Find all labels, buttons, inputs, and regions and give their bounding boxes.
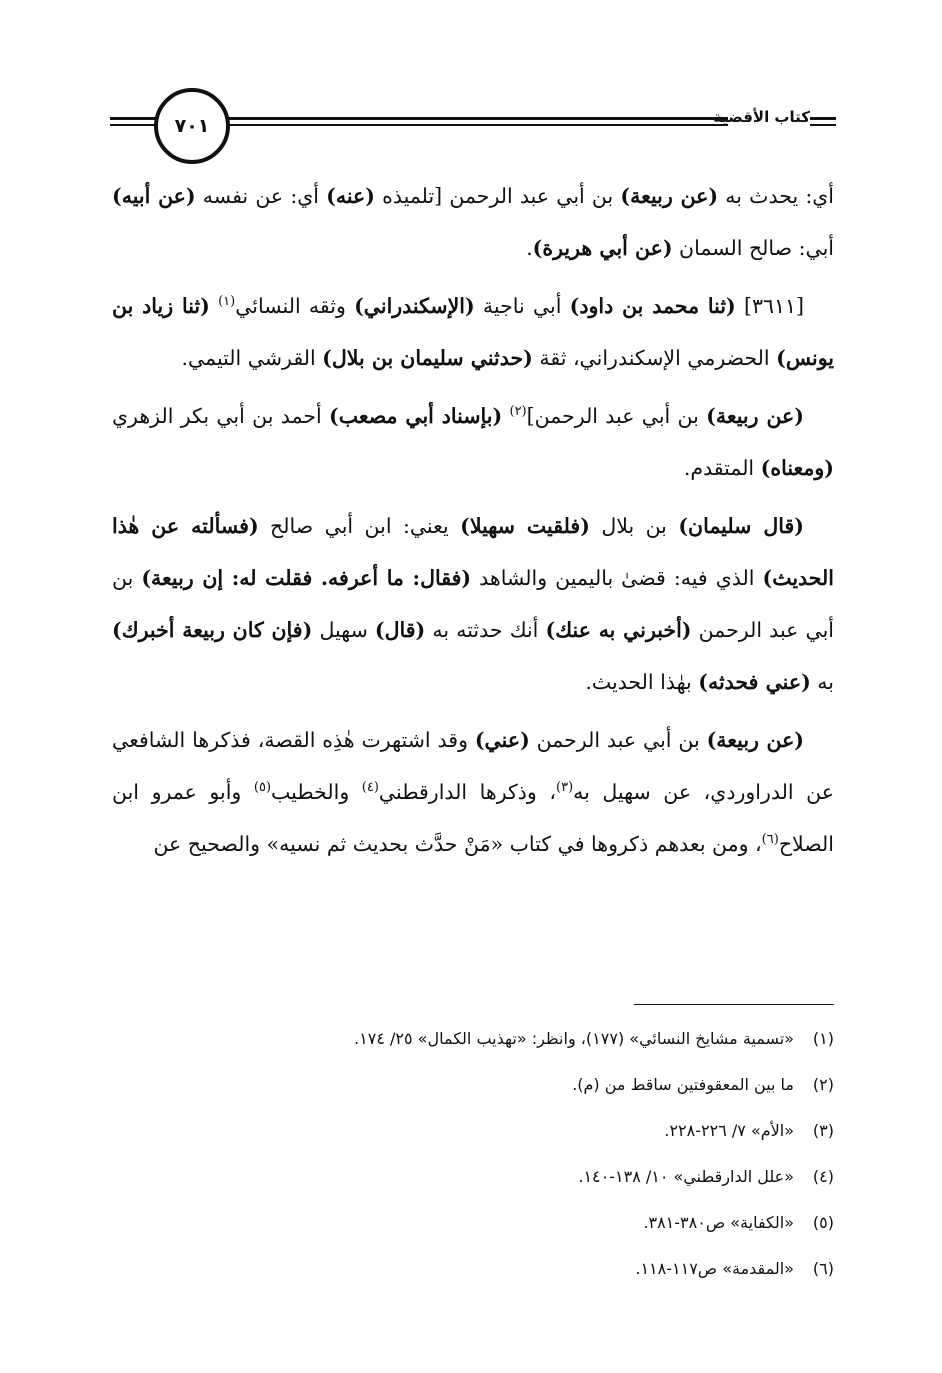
text-run: ، ومن بعدهم ذكروها في كتاب «مَنْ حدَّث بحديث ثم نسيه» والصحيح عن (153, 832, 762, 856)
bold-phrase: (قال) (374, 618, 426, 642)
bold-phrase: (عن ربيعة) (620, 184, 719, 208)
main-text (112, 170, 834, 876)
bold-phrase: (قال سليمان) (678, 514, 804, 538)
footnote-number: (٤) (812, 1167, 834, 1186)
footnote (112, 1108, 834, 1154)
text-run: [٣٦١١] (735, 294, 805, 318)
footnote-text: «تسمية مشايخ النسائي» (١٧٧)، وانظر: «تهذيب الكمال» ٢٥/ ١٧٤. (354, 1029, 794, 1048)
page-number: ٧٠١ (154, 88, 230, 164)
text-run: أبي ناجية (474, 294, 570, 318)
text-run: وثقه النسائي (235, 294, 355, 318)
footnote-text: «الكفاية» ص٣٨٠-٣٨١. (643, 1213, 794, 1232)
bold-phrase: (عن أبي هريرة) (532, 236, 673, 260)
footnote-marker[interactable]: (٤) (361, 780, 379, 796)
text-run: يعني: ابن أبي صالح (258, 514, 461, 538)
bold-phrase: (ومعناه) (760, 456, 834, 480)
footnote (112, 1062, 834, 1108)
bold-phrase: (فلقيت سهيلا) (460, 514, 590, 538)
text-run: بن أبي عبد الرحمن (112, 566, 834, 642)
bold-phrase: (عن ربيعة) (706, 404, 804, 428)
bold-phrase: (عني) (474, 728, 530, 752)
header-rule (218, 124, 728, 126)
footnote-marker[interactable]: (٦) (761, 832, 779, 848)
text-run: الذي فيه: قضىٰ باليمين والشاهد (471, 566, 763, 590)
footnote-text: ما بين المعقوفتين ساقط من (م). (572, 1075, 794, 1094)
text-run: به (810, 670, 834, 694)
bold-phrase: (عن أبيه) (112, 184, 196, 208)
paragraph (112, 714, 834, 870)
text-run: بن بلال (589, 514, 679, 538)
paragraph (112, 170, 834, 274)
bold-phrase: (ثنا زياد بن يونس) (112, 294, 834, 370)
bold-phrase: (عن ربيعة) (706, 728, 804, 752)
footnote-number: (١) (812, 1029, 834, 1048)
text-run: أي: عن نفسه (195, 184, 327, 208)
text-run: ، وذكرها الدارقطني (378, 780, 556, 804)
footnote-marker[interactable]: (٢) (509, 404, 527, 420)
text-run: بن أبي عبد الرحمن (529, 728, 707, 752)
text-run: وأبو عمرو ابن الصلاح (112, 780, 834, 856)
bold-phrase: (حدثني سليمان بن بلال) (322, 346, 533, 370)
bold-phrase: (أخبرني به عنك) (545, 618, 692, 642)
bold-phrase: (فقال: ما أعرفه. فقلت له: إن ربيعة) (141, 566, 472, 590)
footnote-number: (٢) (812, 1075, 834, 1094)
header-rule (218, 117, 728, 120)
footnote-number: (٦) (812, 1259, 834, 1278)
text-run (210, 294, 218, 318)
text-run: أحمد بن أبي بكر الزهري (112, 404, 329, 428)
footnote-marker[interactable]: (٣) (556, 780, 574, 796)
bold-phrase: (فإن كان ربيعة أخبرك) (112, 618, 313, 642)
text-run: وقد اشتهرت هٰذِه القصة، فذكرها الشافعي عن الدراوردي، عن سهيل به (112, 728, 834, 804)
text-run: . (526, 236, 533, 260)
text-run: أنك حدثته به (425, 618, 546, 642)
text-run: بن أبي عبد الرحمن] (526, 404, 707, 428)
text-run: بهٰذا الحديث. (585, 670, 699, 694)
footnote-number: (٣) (812, 1121, 834, 1140)
paragraph (112, 280, 834, 384)
page-header (110, 88, 836, 168)
footnotes (112, 1016, 834, 1292)
text-run: بن أبي عبد الرحمن [تلميذه (374, 184, 621, 208)
text-run: والخطيب (271, 780, 362, 804)
text-run: سهيل (312, 618, 375, 642)
running-head: كتاب الأقضية (713, 108, 810, 126)
text-run: المتقدم. (683, 456, 761, 480)
footnote (112, 1200, 834, 1246)
bold-phrase: (بإسناد أبي مصعب) (329, 404, 503, 428)
paragraph (112, 500, 834, 708)
text-run: الحضرمي الإسكندراني، ثقة (532, 346, 777, 370)
footnote (112, 1154, 834, 1200)
text-run: أبي: صالح السمان (672, 236, 834, 260)
footnote-marker[interactable]: (٥) (253, 780, 272, 796)
bold-phrase: (فسألته عن هٰذا الحديث) (112, 514, 834, 590)
paragraph (112, 390, 834, 494)
text-run: القرشي التيمي. (181, 346, 323, 370)
footnote-text: «المقدمة» ص١١٧-١١٨. (635, 1259, 794, 1278)
footnote-text: «الأم» ٧/ ٢٢٦-٢٢٨. (664, 1121, 794, 1140)
footnote-separator (634, 1004, 834, 1005)
bold-phrase: (ثنا محمد بن داود) (569, 294, 736, 318)
text-run: أي: يحدث به (718, 184, 834, 208)
footnote-text: «علل الدارقطني» ١٠/ ١٣٨-١٤٠. (578, 1167, 794, 1186)
bold-phrase: (عني فحدثه) (698, 670, 811, 694)
header-rule (810, 124, 836, 126)
bold-phrase: (عنه) (326, 184, 375, 208)
footnote-number: (٥) (812, 1213, 834, 1232)
bold-phrase: (الإسكندراني) (354, 294, 475, 318)
footnote (112, 1246, 834, 1292)
footnote-marker[interactable]: (١) (218, 294, 236, 310)
footnote (112, 1016, 834, 1062)
header-rule (810, 117, 836, 120)
